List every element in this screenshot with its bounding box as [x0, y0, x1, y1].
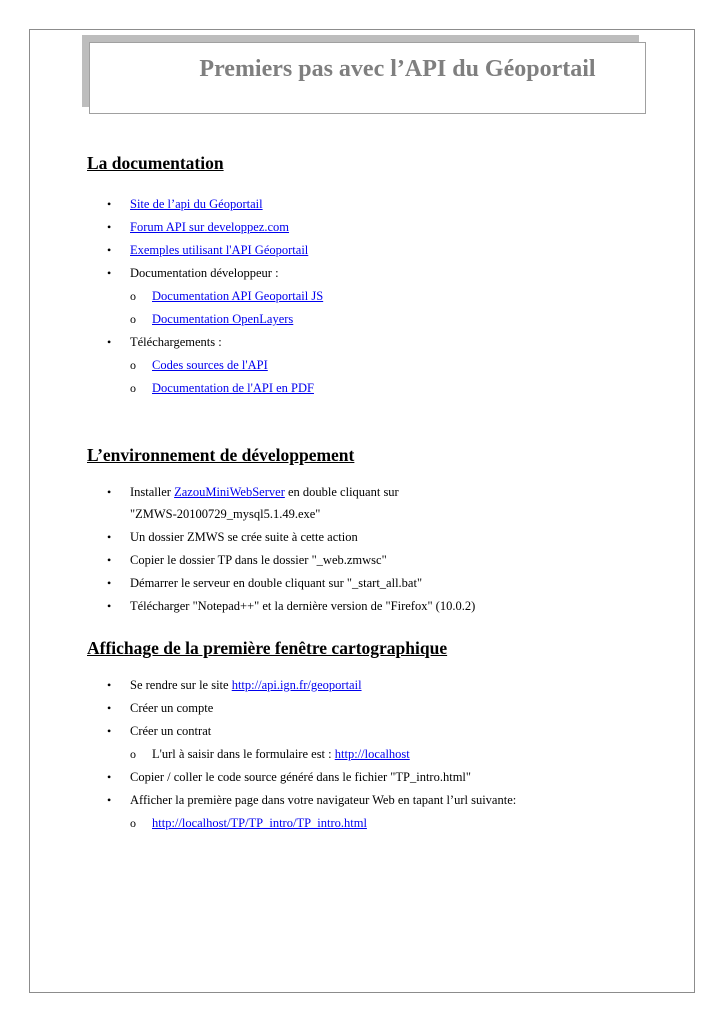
list-item: Copier le dossier TP dans le dossier "_web.zmwsc"	[130, 553, 387, 567]
bullet-icon: •	[107, 701, 112, 715]
bullet-icon: •	[107, 599, 112, 613]
bullet-icon: •	[107, 530, 112, 544]
page-title: Premiers pas avec l’API du Géoportail	[199, 56, 596, 82]
list-item: Un dossier ZMWS se crée suite à cette action	[130, 530, 358, 544]
list-item: Créer un compte	[130, 701, 214, 715]
circle-bullet-icon: o	[130, 358, 136, 372]
label-documentation-developpeur: Documentation développeur :	[130, 266, 279, 280]
list-item: Télécharger "Notepad++" et la dernière version de "Firefox" (10.0.2)	[130, 599, 476, 613]
bullet-icon: •	[107, 770, 112, 784]
circle-bullet-icon: o	[130, 381, 136, 395]
link-tp-intro[interactable]: http://localhost/TP/TP_intro/TP_intro.html	[152, 816, 367, 830]
link-site-api[interactable]: Site de l’api du Géoportail	[130, 197, 263, 211]
heading-environnement: L’environnement de développement	[87, 445, 355, 465]
link-forum-api[interactable]: Forum API sur developpez.com	[130, 220, 290, 234]
heading-affichage: Affichage de la première fenêtre cartographique	[87, 638, 448, 658]
link-codes-sources[interactable]: Codes sources de l'API	[152, 358, 268, 372]
install-prefix: Installer	[130, 485, 175, 499]
link-localhost[interactable]: http://localhost	[334, 747, 410, 761]
link-exemples[interactable]: Exemples utilisant l'API Géoportail	[130, 243, 309, 257]
label-telechargements: Téléchargements :	[130, 335, 222, 349]
bullet-icon: •	[107, 678, 112, 692]
url-prefix: L'url à saisir dans le formulaire est :	[152, 747, 335, 761]
heading-documentation: La documentation	[87, 153, 224, 173]
link-doc-pdf[interactable]: Documentation de l'API en PDF	[152, 381, 314, 395]
circle-bullet-icon: o	[130, 747, 136, 761]
list-item: Créer un contrat	[130, 724, 212, 738]
bullet-icon: •	[107, 485, 112, 499]
install-suffix: en double cliquant sur	[284, 485, 399, 499]
link-api-ign[interactable]: http://api.ign.fr/geoportail	[231, 678, 362, 692]
title-box	[89, 42, 646, 114]
bullet-icon: •	[107, 266, 112, 280]
circle-bullet-icon: o	[130, 289, 136, 303]
site-prefix: Se rendre sur le site	[130, 678, 232, 692]
link-zazou[interactable]: ZazouMiniWebServer	[174, 485, 285, 499]
link-doc-geoportail-js[interactable]: Documentation API Geoportail JS	[152, 289, 324, 303]
bullet-icon: •	[107, 220, 112, 234]
list-item-installer	[130, 485, 399, 500]
bullet-icon: •	[107, 553, 112, 567]
bullet-icon: •	[107, 576, 112, 590]
bullet-icon: •	[107, 724, 112, 738]
list-item: Afficher la première page dans votre navigateur Web en tapant l’url suivante:	[130, 793, 517, 807]
circle-bullet-icon: o	[130, 312, 136, 326]
circle-bullet-icon: o	[130, 816, 136, 830]
bullet-icon: •	[107, 793, 112, 807]
list-item: Copier / coller le code source généré dans le fichier "TP_intro.html"	[130, 770, 471, 784]
list-item-url	[152, 747, 410, 762]
link-doc-openlayers[interactable]: Documentation OpenLayers	[152, 312, 294, 326]
list-item: Démarrer le serveur en double cliquant sur "_start_all.bat"	[130, 576, 423, 590]
bullet-icon: •	[107, 335, 112, 349]
bullet-icon: •	[107, 197, 112, 211]
bullet-icon: •	[107, 243, 112, 257]
install-file: "ZMWS-20100729_mysql5.1.49.exe"	[130, 507, 321, 521]
list-item-site	[130, 678, 362, 693]
